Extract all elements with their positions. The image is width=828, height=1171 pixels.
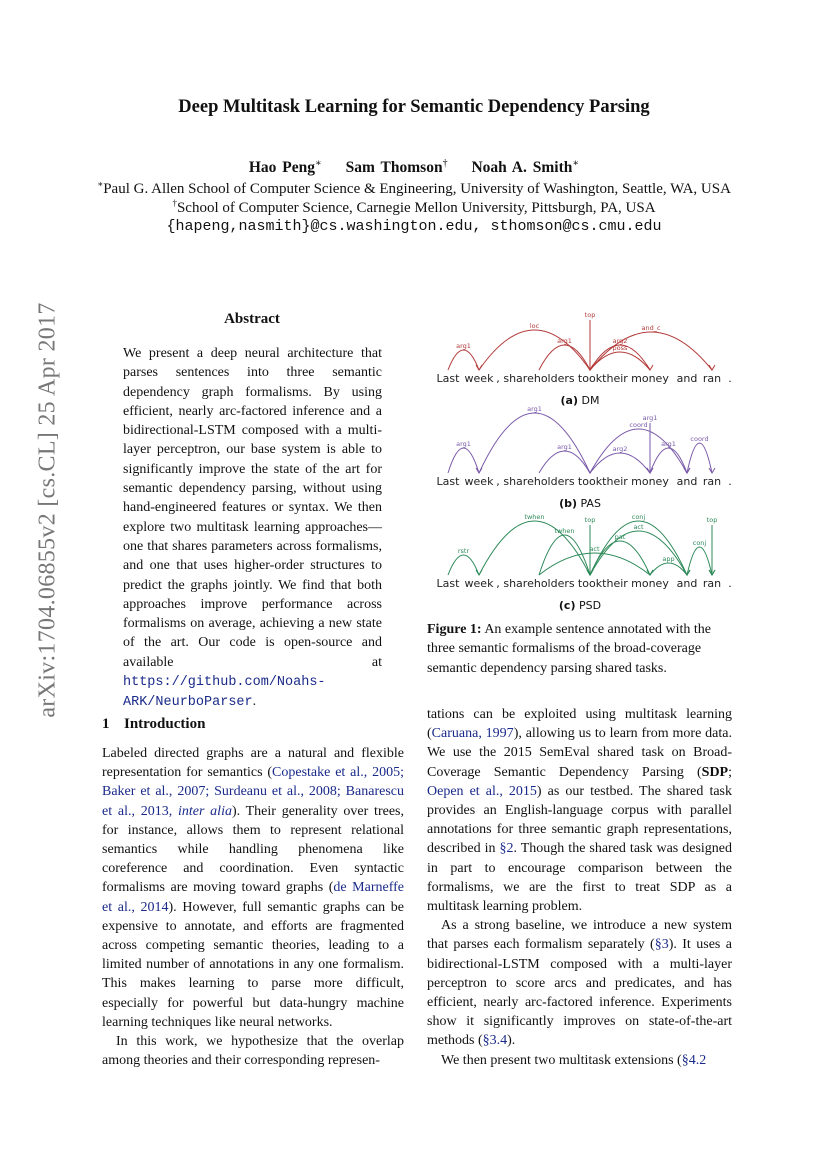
arc-label: app [662,555,675,563]
sentence-token: , [496,577,500,590]
sentence-token: money [631,577,669,590]
arc-arrowhead [709,468,715,473]
sentence-token: shareholders [503,475,575,488]
code-url-link[interactable]: https://github.com/Noahs-ARK/NeurboParser [123,675,326,711]
arc-label: twhen [524,513,545,521]
sentence-token: Last [436,372,460,385]
author-1: Hao Peng [248,159,315,177]
sentence-token: . [728,577,732,590]
arc-label: act [633,523,644,531]
figure-1 [425,305,735,615]
sentence-token: and [676,372,698,385]
sentence-token: their [602,577,628,590]
sentence-token: . [728,475,732,488]
author-3-mark: ∗ [572,158,580,169]
sentence-token: money [631,475,669,488]
dependency-arc [590,429,687,473]
sentence-token: took [577,577,603,590]
subfigure-caption [559,497,601,510]
sentence-token: week [464,475,494,488]
sentence-token: their [602,372,628,385]
arc-label: conj [631,513,646,521]
affiliation-2-text: School of Computer Science, Carnegie Mellon University, Pittsburgh, PA, USA [176,200,656,216]
dependency-graphs-figure [425,305,735,615]
top-label: arg1 [642,414,658,422]
text-run: ). Their generality over trees, for instance, allows them to represent relational semantics while handling phenomena like coreference and coordination. Even syntactic formalisms are moving toward graphs ( [102,803,404,896]
sentence-token: shareholders [503,372,575,385]
dependency-arc [448,555,479,575]
subfigure-id: (c) [558,599,576,612]
sentence-token: Last [436,475,460,488]
intro-paragraph-4 [427,916,732,1050]
sentence-token: took [577,475,603,488]
arc-label: arg2 [612,337,628,345]
sentence-token: ran [702,577,722,590]
sdp-acronym: SDP [701,764,729,780]
citation-em-link[interactable] [178,804,232,819]
author-list [0,158,828,177]
text-run: As a strong baseline, we introduce a new system that parses each formalism separately ( [427,918,732,953]
arc-label: poss [612,344,628,352]
sentence-token: money [631,372,669,385]
paper-title: Deep Multitask Learning for Semantic Dependency Parsing [178,97,650,117]
sentence-token: took [577,372,603,385]
dependency-arc [590,531,687,575]
text-run: ) as our testbed. The shared task provides an English-language corpus with parallel annotations for three semantic graph representations, described in [427,783,732,857]
sentence-token: and [676,475,698,488]
top-label: top [706,516,718,524]
author-1-mark: ∗ [315,158,322,169]
sentence-token: . [728,372,732,385]
affiliation-1-text: Paul G. Allen School of Computer Science & Engineering, University of Washington, Seattle, WA, USA [103,181,731,197]
dependency-arc [650,448,687,473]
sentence-token: week [464,372,494,385]
subfigure-caption [559,599,601,612]
arc-arrowhead [476,570,482,575]
dependency-arc [539,553,650,575]
sentence-token: week [464,577,494,590]
dependency-arc [590,453,650,473]
section-number: 1 [102,716,110,732]
dependency-arc [590,332,712,370]
text-run: ), allowing us to learn from more data. We use the 2015 SemEval shared task on Broad-Coverage Semantic Dependency Parsing ( [427,726,732,780]
subfigure-id: (b) [559,497,577,510]
subfigure-name: PAS [577,497,601,510]
dependency-arc [539,451,590,473]
arc-label: coord [629,421,648,429]
affiliation-2 [0,198,828,217]
dependency-arc [448,350,479,370]
subfigure-id: (a) [560,394,579,407]
citation-link[interactable]: Oepen et al., 2015 [427,783,537,799]
dependency-arc [687,443,712,473]
intro-paragraph-5 [427,1051,732,1070]
text-run: ). However, full semantic graphs can be expensive to annotate, and efforts are fragmented across competing semantic theories, leading to a limited number of annotations in any one formalism. This makes learning to parse more difficult, especially for powerful but data-hungry machine learning techniques like neural networks. [102,899,404,1030]
text-run: . Though the shared task was designed in part to encourage comparison between the formalisms, we are the first to treat SDP as a multitask learning problem. [427,841,732,915]
sentence-token: , [496,475,500,488]
text-run: tations can be exploited using multitask learning ( [427,707,732,742]
arc-label: arg2 [612,445,628,453]
arxiv-id-text: arXiv:1704.06855v2 [cs.CL] 25 Apr 2017 [34,302,61,718]
arc-label: arg1 [456,342,471,350]
arc-label: conj [692,539,707,547]
arc-label: pat [614,533,626,541]
author-2: Sam Thomson [345,159,443,177]
arc-label: arg1 [661,440,676,448]
dependency-arc [590,352,650,370]
dependency-arc [687,547,712,575]
abstract-heading: Abstract [224,311,280,327]
dependency-arc [539,345,590,370]
sentence-token: and [676,577,698,590]
subfigure-caption [561,394,600,407]
dependency-arc [479,330,590,370]
sentence-token: their [602,475,628,488]
intro-paragraph-1 [102,744,404,1032]
affiliation-1-mark: ∗ [97,179,104,189]
text-run: Labeled directed graphs are a natural and flexible representation for semantics ( [102,746,404,781]
subfigure-name: PSD [575,599,602,612]
arc-label: arg1 [557,337,572,345]
arc-label: arg1 [456,440,471,448]
arc-label: arg1 [557,443,572,451]
arc-label: coord [690,435,709,443]
author-2-mark: † [442,158,448,169]
dependency-arc [479,413,590,473]
text-run: ). It uses a bidirectional-LSTM composed with a multi-layer perceptron to score arcs and predicates, and has efficient, nearly arc-factored inference. Experiments show it significantly improves on state-of-the-art methods ( [427,937,732,1049]
text-run: We then present two multitask extensions ( [441,1052,682,1068]
subfigure-name: DM [578,394,600,407]
arc-label: act [589,545,600,553]
text-run: ). [507,1033,516,1049]
sentence-token: ran [702,475,722,488]
arc-label: and_c [641,324,661,332]
arc-label: arg1 [527,405,542,413]
abstract-end: . [252,694,257,710]
section-ref-link[interactable]: §4.2 [681,1052,707,1068]
intro-left-column [102,744,404,1070]
citation-link[interactable]: Caruana, 1997 [431,726,514,742]
abstract-body [123,344,382,713]
intro-right-column [427,705,732,1070]
citation-link[interactable]: Copestake et al., 2005; Baker et al., 2007; Surdeanu et al., 2008; Banarescu et al., 2013, [102,765,404,819]
section-heading [102,716,205,733]
intro-paragraph-3 [427,705,732,916]
section-ref-link[interactable]: §3.4 [482,1033,508,1049]
figure-caption-text: An example sentence annotated with the three semantic formalisms of the broad-coverage semantic dependency parsing shared tasks. [427,622,711,676]
sentence-token: Last [436,577,460,590]
sentence-token: shareholders [503,577,575,590]
arc-label: loc [529,322,540,330]
section-title: Introduction [124,716,206,732]
affiliation-2-mark: † [172,198,177,208]
citation-em: inter alia [177,803,232,819]
author-emails: {hapeng,nasmith}@cs.washington.edu, sthomson@cs.cmu.edu [166,218,662,235]
sentence-token: ran [702,372,722,385]
text-run: ; [728,764,732,780]
dependency-arc [448,448,479,473]
figure-caption-label: Figure 1: [427,622,482,637]
arxiv-identifier [18,160,78,860]
top-label: top [584,311,596,319]
section-ref-link[interactable]: §3 [654,937,669,953]
arc-label: rstr [457,547,470,555]
abstract-text: We present a deep neural architecture that parses sentences into three semantic dependency graph formalisms. By using efficient, nearly arc-factored inference and a bidirectional-LSTM composed with a multi-layer perceptron, our base system is able to significantly improve the state of the art for semantic dependency parsing, without using hand-engineered features or syntax. We then explore two multitask learning approaches—one that shares parameters across formalisms, and one that uses higher-order structures to predict the graphs jointly. We find that both approaches improve performance across formalisms on average, achieving a new state of the art. Our code is open-source and available at [123,346,382,670]
figure-1-caption [427,620,732,678]
citation-link[interactable]: de Marneffe et al., 2014 [102,880,404,915]
affiliation-1 [0,179,828,198]
author-3: Noah A. Smith [471,159,573,177]
arc-label: twhen [554,527,575,535]
intro-paragraph-2: In this work, we hypothesize that the overlap among theories and their corresponding represen- [102,1034,404,1069]
section-ref-link[interactable]: §2 [499,841,514,857]
sentence-token: , [496,372,500,385]
top-label: top [584,516,596,524]
